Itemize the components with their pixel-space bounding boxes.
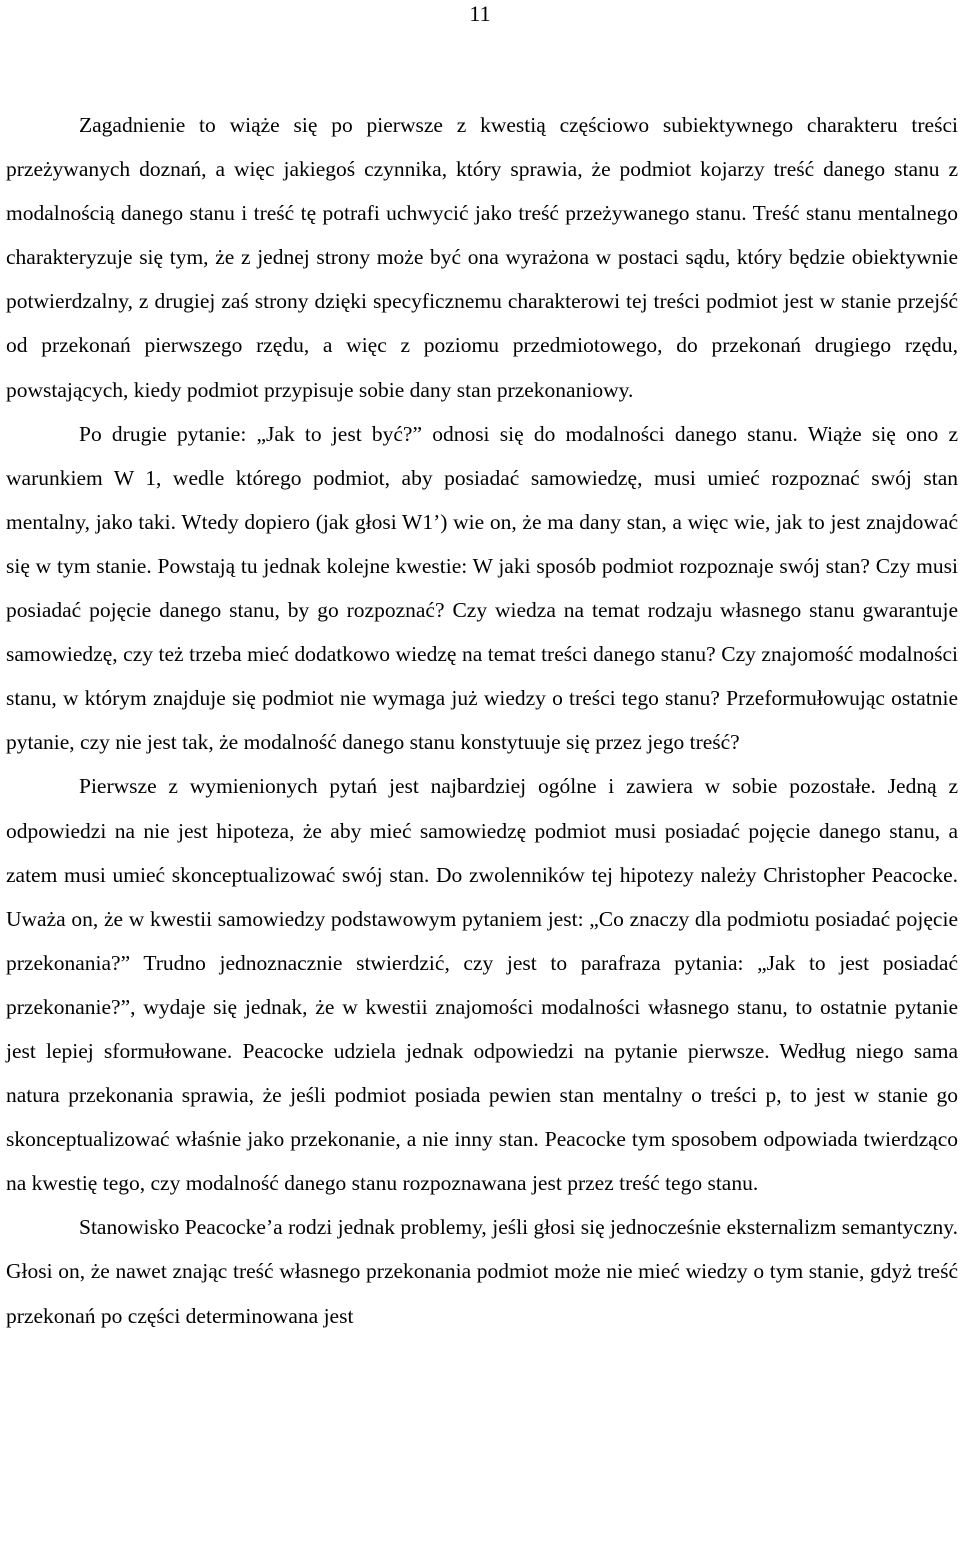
body-text bbox=[6, 103, 958, 1338]
paragraph-1: Zagadnienie to wiąże się po pierwsze z kwestią częściowo subiektywnego charakteru treści przeżywanych doznań, a więc jakiegoś czynnika, który sprawia, że podmiot kojarzy treść danego stanu z modalnością danego stanu i treść tę potrafi uchwycić jako treść przeżywanego stanu. Treść stanu mentalnego charakteryzuje się tym, że z jednej strony może być ona wyrażona w postaci sądu, który będzie obiektywnie potwierdzalny, z drugiej zaś strony dzięki specyficznemu charakterowi tej treści podmiot jest w stanie przejść od przekonań pierwszego rzędu, a więc z poziomu przedmiotowego, do przekonań drugiego rzędu, powstających, kiedy podmiot przypisuje sobie dany stan przekonaniowy. bbox=[6, 113, 958, 402]
paragraph-2: Po drugie pytanie: „Jak to jest być?” odnosi się do modalności danego stanu. Wiąże się ono z warunkiem W 1, wedle którego podmiot, aby posiadać samowiedzę, musi umieć rozpoznać swój stan mentalny, jako taki. Wtedy dopiero (jak głosi W1’) wie on, że ma dany stan, a więc wie, jak to jest znajdować się w tym stanie. Powstają tu jednak kolejne kwestie: W jaki sposób podmiot rozpoznaje swój stan? Czy musi posiadać pojęcie danego stanu, by go rozpoznać? Czy wiedza na temat rodzaju własnego stanu gwarantuje samowiedzę, czy też trzeba mieć dodatkowo wiedzę na temat treści danego stanu? Czy znajomość modalności stanu, w którym znajduje się podmiot nie wymaga już wiedzy o treści tego stanu? Przeformułowując ostatnie pytanie, czy nie jest tak, że modalność danego stanu konstytuuje się przez jego treść? bbox=[6, 421, 958, 755]
page-number: 11 bbox=[469, 1, 491, 26]
paragraph-4: Stanowisko Peacocke’a rodzi jednak problemy, jeśli głosi się jednocześnie eksternalizm semantyczny. Głosi on, że nawet znając treść własnego przekonania podmiot może nie mieć wiedzy o tym stanie, gdyż treść przekonań po części determinowana jest bbox=[6, 1215, 958, 1328]
paragraph-3: Pierwsze z wymienionych pytań jest najbardziej ogólne i zawiera w sobie pozostałe. Jedną z odpowiedzi na nie jest hipoteza, że aby mieć samowiedzę podmiot musi posiadać pojęcie danego stanu, a zatem musi umieć skonceptualizować swój stan. Do zwolenników tej hipotezy należy Christopher Peacocke. Uważa on, że w kwestii samowiedzy podstawowym pytaniem jest: „Co znaczy dla podmiotu posiadać pojęcie przekonania?” Trudno jednoznacznie stwierdzić, czy jest to parafraza pytania: „Jak to jest posiadać przekonanie?”, wydaje się jednak, że w kwestii znajomości modalności własnego stanu, to ostatnie pytanie jest lepiej sformułowane. Peacocke udziela jednak odpowiedzi na pytanie pierwsze. Według niego sama natura przekonania sprawia, że jeśli podmiot posiada pewien stan mentalny o treści p, to jest w stanie go skonceptualizować właśnie jako przekonanie, a nie inny stan. Peacocke tym sposobem odpowiada twierdząco na kwestię tego, czy modalność danego stanu rozpoznawana jest przez treść tego stanu. bbox=[6, 774, 958, 1196]
